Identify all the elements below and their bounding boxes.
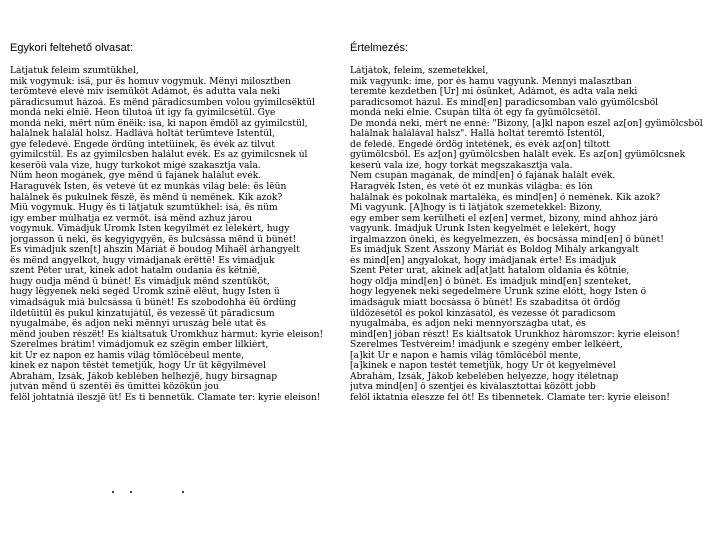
text-line: [a]kit Úr e napon e hamis világ tömlöcéből mente, (350, 350, 582, 361)
text-line: paradicsomot házul. És mind[en] paradicsomban való gyümölcsből (350, 97, 659, 108)
text-line: keseröü vala vize, hugy turkokot migé szakasztja vala. (10, 160, 261, 171)
text-line: kit Úr ez napon ez hamis világ tömlöcébeul mente, (10, 350, 245, 361)
text-line: hugy lëgyenek neki segéd Uromk szinë elëut, hugy Isten ü (10, 287, 280, 298)
text-line: igy ember múlhatja ez vermöt. isá mënd azhuz járou (10, 213, 253, 224)
speck (112, 491, 114, 493)
text-line: vogymuk. Vimádjuk Uromk Isten kegyilmét ez lélekért, hugy (10, 224, 290, 235)
text-line: felöl johtatniá íleszjë üt! Ës ti bennetük. Clamate ter: kyrie eleison! (10, 392, 321, 403)
text-line: Nem csupán magának, de mind[en] ő fajának halált evék. (350, 171, 616, 182)
text-line: halálnek halálál holsz. Hadlává holtát terümtevé Istentül, (10, 129, 275, 140)
text-line: de feledé. Engedé ördög intetének, és evék az[on] tiltott (350, 139, 610, 150)
text-line: Szent Péter urat, akinek ad[at]att hatalom oldania és kötnie, (350, 266, 630, 277)
text-line: felől iktatnia éleszze fel őt! És tibennetek. Clamate ter: kyrie eleison! (350, 392, 670, 403)
text-line: mondá neki, mërt nüm ënëik: isa, ki napon ëmdöl az gyimilcstül, (10, 118, 308, 129)
text-line: szent Péter urat, kinek adot hatalm oudania ës këtnië, (10, 266, 260, 277)
text-line: mënd jouben részët! Ës kiáltsatuk Uromkhuz hármut: kyrie eleison! (10, 329, 324, 340)
text-line: vagyunk. Imádjuk Urunk Isten kegyelmét e lélekért, hogy (350, 224, 616, 235)
text-line: De mondá neki, mért ne enné: "Bizony, [a]kl napon eszel az[on] gyümölcsből (350, 118, 703, 129)
text-line: Haragvék Isten, és veté őt ez munkás világba: és lőn (350, 182, 593, 193)
scan-specks (112, 491, 202, 495)
text-line: Haraguvék Isten, ës vetevé üt ez munkás világ belé: ës lëün (10, 182, 287, 193)
text-line: mind[en] jóban részt! És kiáltsatok Urunkhoz háromszor: kyrie eleison! (350, 329, 680, 340)
text-line: irgalmazzon őneki, és kegyelmezzen, és bocsássa mind[en] ő bűnét! (350, 234, 664, 245)
text-line: Nüm heon mogánek, gye mënd ü fajánek halálut evék. (10, 171, 262, 182)
text-line: Látjátok, feleim, szemetekkel, (350, 66, 489, 76)
text-line: Szerelmes brátim! vimádjomuk ez szëgin ember lilkiért, (10, 340, 269, 351)
text-line: päradicsumut házoá. Ës mënd päradicsumben volou gyimilcsëktül (10, 97, 315, 108)
interpretation-heading: Értelmezés: (350, 42, 409, 54)
text-line: terömtevé elevé miv isemüköt Ádámot, ës adutta vala neki (10, 87, 280, 98)
original-heading: Egykori feltehető olvasat: (10, 42, 133, 54)
text-line: jutva mind[en] ő szentjei és kiválasztottai között jobb (350, 382, 596, 393)
text-line: És imádjuk Szent Asszony Máriát és Boldog Mihály arkangyalt (350, 245, 639, 256)
text-line: imádságuk miatt bocsássa ő bűnét! És szabadítsa őt ördög (350, 298, 621, 309)
text-line: hogy legyenek neki segedelmére Urunk színe előtt, hogy Isten ő (350, 287, 647, 298)
speck (130, 491, 132, 493)
text-line: üldözésétől és pokol kínzásától, és vezesse őt paradicsom (350, 308, 616, 319)
text-line: Ábrahám, Izsák, Jákob kebelében helyezze, hogy ítéletnap (350, 371, 619, 382)
text-line: nyugalmába, és adjon neki mennyországba utat, és (350, 319, 586, 330)
text-line: és mind[en] angyalokat, hogy imádjanak érte! És imádjuk (350, 255, 617, 266)
interpretation-lines (350, 66, 710, 404)
text-line: mik vagyunk: íme, por és hamu vagyunk. Mennyi malasztban (350, 76, 632, 87)
text-line: keserű vala íze, hogy torkát megszakasztja vala. (350, 160, 573, 171)
text-line: mondá neki élnië. Heon tilutoá üt igy fa gyimilcsétül. Gye (10, 108, 276, 119)
text-line: vimádságuk miá bulcsássa ü bûnét! Ës szobodohhá ëü ördüng (10, 298, 297, 309)
text-line: Miü vogymuk. Hugy ës ti látjatuk szumtükhel: isá, ës nüm (10, 203, 278, 214)
interpretation-column (350, 42, 710, 404)
text-line: mik vogymuk: isä, pur ës homuv vogymuk. Mënyi milosztben (10, 76, 291, 87)
text-line: hogy oldja mind[en] ő bűnét. És imádjuk mind[en] szenteket, (350, 276, 632, 287)
text-line: hugy oudja mënd ü bûnét! Ës vimádjuk mënd szentüköt, (10, 276, 270, 287)
text-line: teremté kezdetben [Úr] mi ősünket, Ádámot, és adta vala neki (350, 87, 638, 98)
text-line: kinek ez napon tëstét temetjük, hogy Úr üt këgyilmével (10, 361, 266, 372)
text-line: Ábrahám, Izsák, Jákob keblében helhezjë, hugy birsagnap (10, 371, 278, 382)
original-text-column (10, 42, 345, 404)
text-line: Ës vimádjuk szen[t] ahszin Máriát ë boudog Mihaël árhangyelt (10, 245, 300, 256)
text-line: Mi vagyunk. [A]hogy is ti látjátok szemetekkel: Bizony, (350, 203, 602, 214)
text-line: mondá neki élnie. Csupán tiltá őt egy fa gyümölcsétől. (350, 108, 601, 119)
text-line: halálnak halálával halsz". Hallá holtát teremtő Istentől, (350, 129, 605, 140)
text-line: ildetüitül ës pukul kinzatujátúl, ës vezessë üt päradicsum (10, 308, 275, 319)
text-line: egy ember sem kerülheti el ez[en] vermet, bizony, mind ahhoz járó (350, 213, 658, 224)
text-line: Szerelmes Testvéreim! imádjunk e szegény ember lelkéért, (350, 340, 623, 351)
text-line: jutván mënd ü szentëi ës ümittei közökün jou (10, 382, 219, 393)
speck (182, 491, 184, 493)
original-lines (10, 66, 345, 404)
text-line: jorgasson ü neki, ës kegyigygyën, ës bulcsássa mënd ü bûnét! (10, 234, 297, 245)
text-line: gye feledevé. Engede ördüng intetüinek, ës évék az tilvut (10, 139, 275, 150)
text-line: Látjatuk feleim szumtükhel, (10, 66, 139, 76)
text-line: halálnak és pokolnak martaléka, és mind[en] ő nemének. Kik azok? (350, 192, 661, 203)
text-line: nyugalmábe, ës adjon neki mënnyi uruszág belé utat ës (10, 319, 267, 330)
text-line: halálnek ës pukulnek fëszë, ës mënd ü nemënek. Kik azok? (10, 192, 283, 203)
text-line: [a]kinek e napon testét temetjük, hogy Úr őt kegyelmével (350, 361, 616, 372)
text-line: ës mënd angyelkot, hugy vimádjanak érëttë! És vimádjuk (10, 255, 275, 266)
text-line: gyümölcsből. És az[on] gyümölcsben halált evék. És az[on] gyümölcsnek (350, 150, 686, 161)
text-line: gyimilcstül. Ës az gyimilcsben halálut evék. Ës az gyimilcsnek úl (10, 150, 308, 161)
